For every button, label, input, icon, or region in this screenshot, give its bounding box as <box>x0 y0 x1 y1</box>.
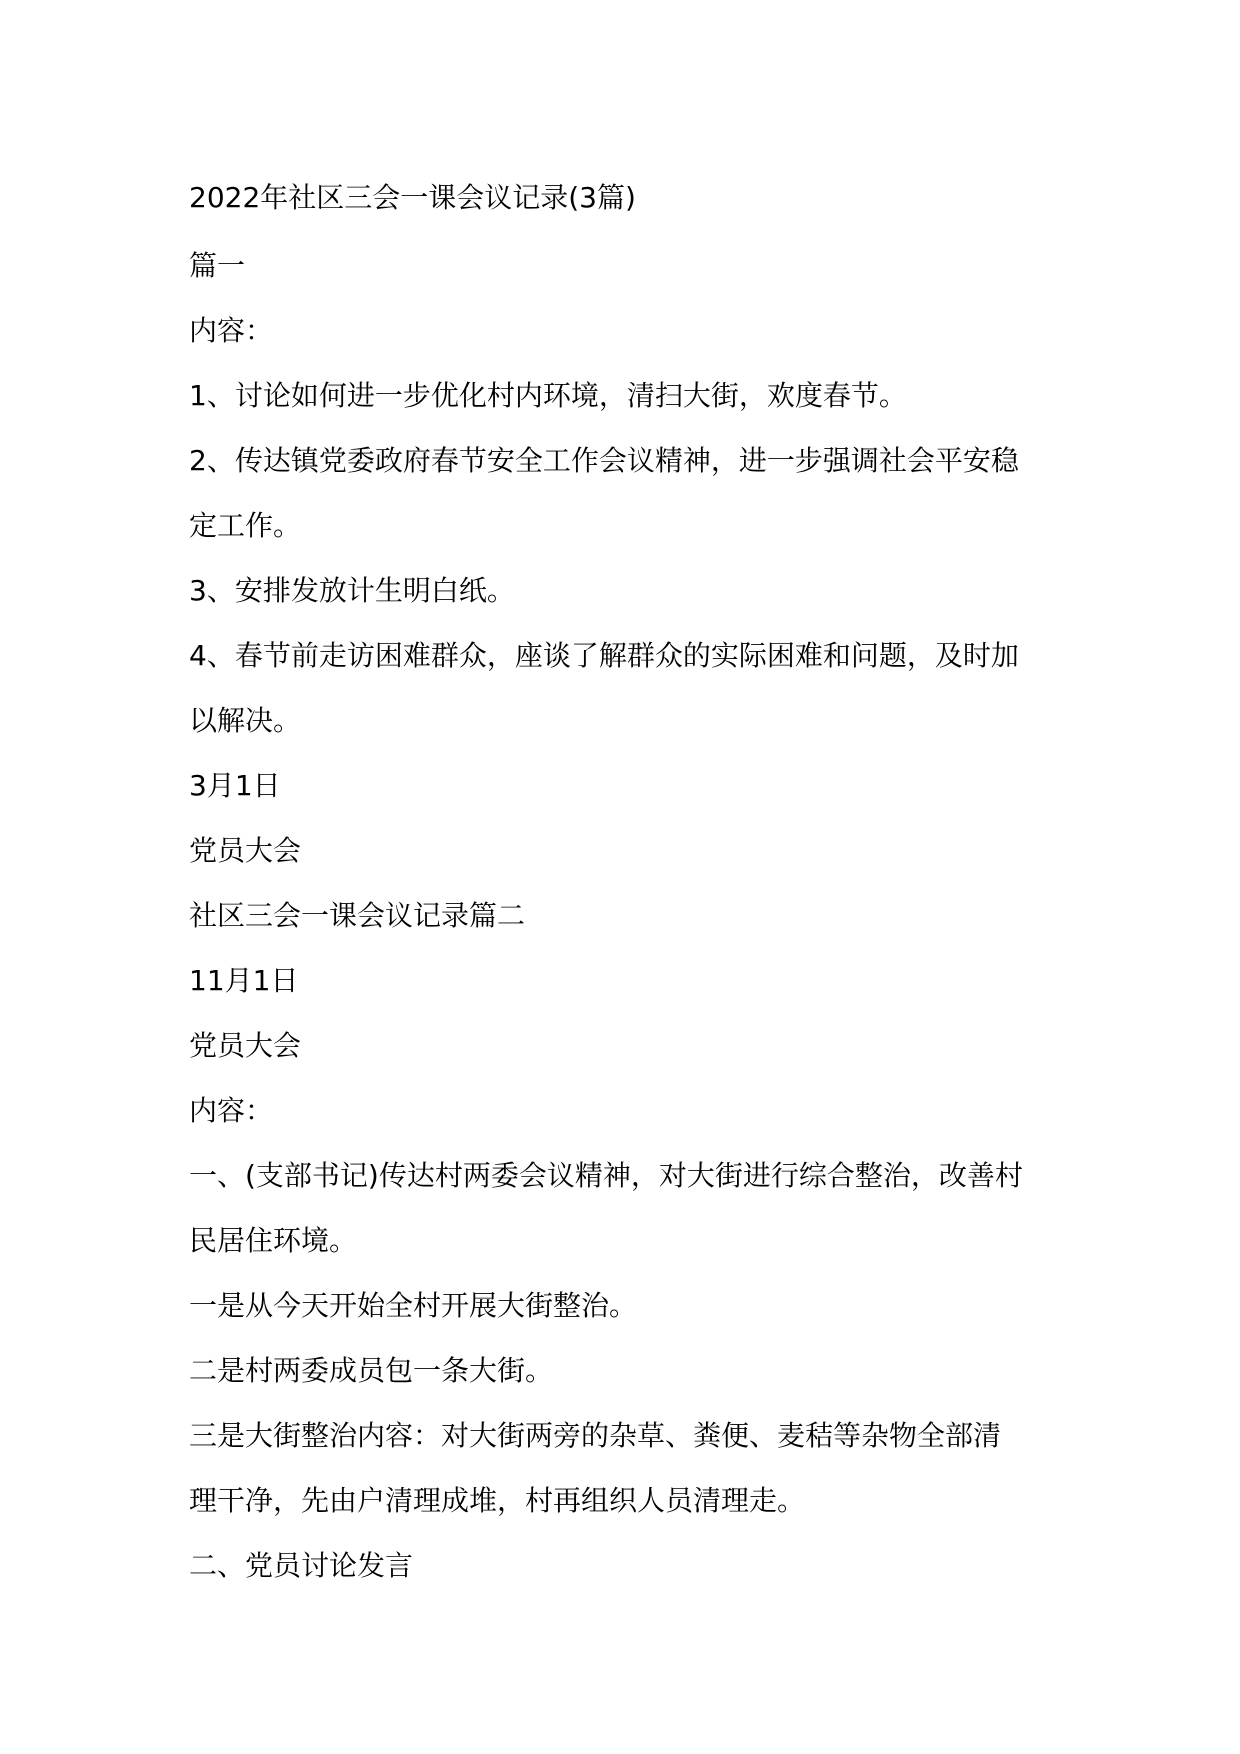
text-line: 3、安排发放计生明白纸。 <box>189 574 515 607</box>
text-line: 三是大街整治内容：对大街两旁的杂草、粪便、麦秸等杂物全部清 <box>189 1419 1002 1452</box>
text-line: 2、传达镇党委政府春节安全工作会议精神，进一步强调社会平安稳 <box>189 444 1019 477</box>
text-line: 4、春节前走访困难群众，座谈了解群众的实际困难和问题，及时加 <box>189 639 1019 672</box>
meeting-type: 党员大会 <box>189 834 302 867</box>
meeting-type: 党员大会 <box>189 1029 302 1062</box>
content-label: 内容： <box>189 314 274 347</box>
document-body <box>189 163 1069 1598</box>
text-line: 理干净，先由户清理成堆，村再组织人员清理走。 <box>189 1484 806 1517</box>
document-title: 2022年社区三会一课会议记录(3篇) <box>189 181 636 214</box>
text-line: 一、(支部书记)传达村两委会议精神，对大街进行综合整治，改善村 <box>189 1159 1023 1192</box>
text-line: 二是村两委成员包一条大街。 <box>189 1354 554 1387</box>
text-line: 以解决。 <box>189 704 302 737</box>
section-heading: 篇一 <box>189 249 246 282</box>
text-line: 一是从今天开始全村开展大街整治。 <box>189 1289 638 1322</box>
text-line: 定工作。 <box>189 509 302 542</box>
content-label: 内容： <box>189 1094 274 1127</box>
date-line: 3月1日 <box>189 769 281 802</box>
text-line: 1、讨论如何进一步优化村内环境，清扫大街，欢度春节。 <box>189 379 907 412</box>
text-line: 民居住环境。 <box>189 1224 358 1257</box>
section-heading: 社区三会一课会议记录篇二 <box>189 899 526 932</box>
date-line: 11月1日 <box>189 964 299 997</box>
text-line: 二、党员讨论发言 <box>189 1549 414 1582</box>
